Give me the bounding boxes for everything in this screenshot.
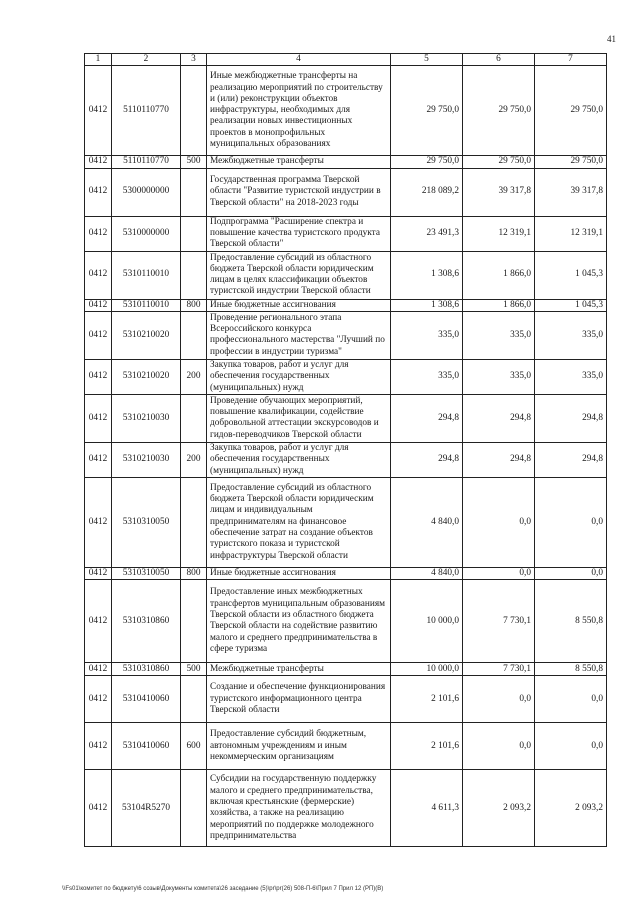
row-expense-type [181, 66, 207, 156]
column-header: 2 [112, 54, 181, 66]
row-target-code: 5310310860 [112, 580, 181, 663]
row-amount-2020: 29 750,0 [535, 66, 607, 156]
row-expense-type: 800 [181, 299, 207, 311]
row-amount-2020: 1 045,3 [535, 251, 607, 299]
row-description: Иные бюджетные ассигнования [207, 299, 391, 311]
row-amount-2020: 12 319,1 [535, 216, 607, 251]
table-row [85, 156, 607, 168]
row-target-code: 5310410060 [112, 723, 181, 770]
row-description: Проведение регионального этапа Всероссийского конкурса профессионального мастерства "Лучший по профессии в индустрии туризма" [207, 311, 391, 359]
row-amount-2019: 1 866,0 [463, 251, 535, 299]
row-expense-type: 200 [181, 442, 207, 477]
row-section-code: 0412 [85, 251, 112, 299]
row-amount-2020: 335,0 [535, 311, 607, 359]
column-header: 5 [391, 54, 463, 66]
row-target-code: 5310210020 [112, 311, 181, 359]
row-section-code: 0412 [85, 442, 112, 477]
row-description: Закупка товаров, работ и услуг для обеспечения государственных (муниципальных) нужд [207, 359, 391, 394]
row-expense-type [181, 251, 207, 299]
row-amount-2020: 294,8 [535, 442, 607, 477]
row-amount-2018: 335,0 [391, 359, 463, 394]
row-amount-2018: 29 750,0 [391, 66, 463, 156]
row-amount-2020: 2 093,2 [535, 770, 607, 847]
row-target-code: 5110110770 [112, 156, 181, 168]
row-expense-type [181, 311, 207, 359]
row-amount-2019: 2 093,2 [463, 770, 535, 847]
row-expense-type: 500 [181, 663, 207, 676]
row-description: Предоставление иных межбюджетных трансфертов муниципальным образованиям Тверской области из областного бюджета Тверской области на содействие развитию малого и среднего предпринимательства в сфере туризма [207, 580, 391, 663]
row-amount-2018: 23 491,3 [391, 216, 463, 251]
row-amount-2018: 294,8 [391, 394, 463, 442]
row-amount-2020: 294,8 [535, 394, 607, 442]
table-row [85, 311, 607, 359]
table-row [85, 770, 607, 847]
table-row [85, 676, 607, 723]
row-target-code: 5310110010 [112, 251, 181, 299]
column-number-row [85, 54, 607, 66]
row-section-code: 0412 [85, 216, 112, 251]
row-expense-type [181, 477, 207, 567]
table-row [85, 663, 607, 676]
table-row [85, 567, 607, 579]
row-amount-2019: 12 319,1 [463, 216, 535, 251]
row-amount-2019: 335,0 [463, 311, 535, 359]
row-amount-2019: 0,0 [463, 477, 535, 567]
row-section-code: 0412 [85, 66, 112, 156]
row-section-code: 0412 [85, 394, 112, 442]
row-section-code: 0412 [85, 168, 112, 216]
row-description: Иные бюджетные ассигнования [207, 567, 391, 579]
row-description: Закупка товаров, работ и услуг для обеспечения государственных (муниципальных) нужд [207, 442, 391, 477]
row-description: Государственная программа Тверской области "Развитие туристской индустрии в Тверской области" на 2018-2023 годы [207, 168, 391, 216]
row-target-code: 5310410060 [112, 676, 181, 723]
row-description: Предоставление субсидий из областного бюджета Тверской области юридическим лицам и индивидуальным предпринимателям на финансовое обеспечение затрат на создание объектов туристского показа и туристской инфраструктуры Тверской области [207, 477, 391, 567]
row-section-code: 0412 [85, 580, 112, 663]
row-amount-2018: 4 840,0 [391, 477, 463, 567]
row-amount-2019: 294,8 [463, 442, 535, 477]
row-amount-2018: 29 750,0 [391, 156, 463, 168]
row-target-code: 5310310050 [112, 477, 181, 567]
row-section-code: 0412 [85, 311, 112, 359]
row-target-code: 5310210030 [112, 442, 181, 477]
row-target-code: 53104R5270 [112, 770, 181, 847]
row-amount-2020: 1 045,3 [535, 299, 607, 311]
row-section-code: 0412 [85, 663, 112, 676]
row-amount-2018: 10 000,0 [391, 663, 463, 676]
row-amount-2018: 1 308,6 [391, 251, 463, 299]
row-description: Межбюджетные трансферты [207, 663, 391, 676]
row-amount-2019: 39 317,8 [463, 168, 535, 216]
row-section-code: 0412 [85, 359, 112, 394]
row-amount-2020: 8 550,8 [535, 663, 607, 676]
column-header: 6 [463, 54, 535, 66]
row-target-code: 5110110770 [112, 66, 181, 156]
row-expense-type: 500 [181, 156, 207, 168]
budget-table [84, 53, 607, 847]
row-amount-2019: 1 866,0 [463, 299, 535, 311]
row-expense-type [181, 580, 207, 663]
table-row [85, 477, 607, 567]
row-expense-type [181, 394, 207, 442]
row-description: Межбюджетные трансферты [207, 156, 391, 168]
row-expense-type [181, 216, 207, 251]
row-amount-2018: 294,8 [391, 442, 463, 477]
file-path-footer: \\Fs01\комитет по бюджету\6 созыв\Документы комитета\26 заседание (5)\pr\pr(26) 508-П-6\Прил 7 Прил 12 (РП)(В) [62, 886, 384, 892]
table-row [85, 251, 607, 299]
table-row [85, 216, 607, 251]
row-amount-2020: 39 317,8 [535, 168, 607, 216]
row-description: Субсидии на государственную поддержку малого и среднего предпринимательства, включая крестьянские (фермерские) хозяйства, а также на реализацию мероприятий по поддержке молодежного предпринимательства [207, 770, 391, 847]
row-expense-type: 600 [181, 723, 207, 770]
row-amount-2020: 335,0 [535, 359, 607, 394]
column-header: 7 [535, 54, 607, 66]
row-section-code: 0412 [85, 567, 112, 579]
column-header: 4 [207, 54, 391, 66]
table-row [85, 66, 607, 156]
row-amount-2020: 8 550,8 [535, 580, 607, 663]
table-row [85, 394, 607, 442]
row-section-code: 0412 [85, 299, 112, 311]
row-amount-2018: 2 101,6 [391, 723, 463, 770]
table-row [85, 359, 607, 394]
row-amount-2018: 218 089,2 [391, 168, 463, 216]
row-expense-type [181, 676, 207, 723]
page-number: 41 [607, 34, 616, 44]
row-target-code: 5310210030 [112, 394, 181, 442]
row-amount-2018: 1 308,6 [391, 299, 463, 311]
row-amount-2019: 7 730,1 [463, 663, 535, 676]
row-target-code: 5310000000 [112, 216, 181, 251]
row-amount-2019: 0,0 [463, 676, 535, 723]
row-description: Создание и обеспечение функционирования туристского информационного центра Тверской области [207, 676, 391, 723]
table-row [85, 442, 607, 477]
row-amount-2018: 2 101,6 [391, 676, 463, 723]
row-description: Проведение обучающих мероприятий, повышение квалификации, содействие добровольной аттестации экскурсоводов и гидов-переводчиков Тверской области [207, 394, 391, 442]
row-description: Предоставление субсидий бюджетным, автономным учреждениям и иным некоммерческим организациям [207, 723, 391, 770]
row-amount-2018: 4 840,0 [391, 567, 463, 579]
row-amount-2018: 335,0 [391, 311, 463, 359]
row-target-code: 5310210020 [112, 359, 181, 394]
row-section-code: 0412 [85, 770, 112, 847]
table-row [85, 723, 607, 770]
row-section-code: 0412 [85, 723, 112, 770]
row-amount-2019: 29 750,0 [463, 66, 535, 156]
row-amount-2020: 0,0 [535, 477, 607, 567]
column-header: 3 [181, 54, 207, 66]
row-target-code: 5310310860 [112, 663, 181, 676]
row-expense-type [181, 770, 207, 847]
row-amount-2019: 335,0 [463, 359, 535, 394]
row-amount-2019: 29 750,0 [463, 156, 535, 168]
row-amount-2018: 10 000,0 [391, 580, 463, 663]
row-amount-2020: 0,0 [535, 567, 607, 579]
row-amount-2019: 0,0 [463, 567, 535, 579]
row-expense-type: 200 [181, 359, 207, 394]
row-section-code: 0412 [85, 477, 112, 567]
row-target-code: 5310110010 [112, 299, 181, 311]
row-amount-2020: 0,0 [535, 723, 607, 770]
row-amount-2020: 29 750,0 [535, 156, 607, 168]
row-description: Подпрограмма "Расширение спектра и повышение качества туристского продукта Тверской области" [207, 216, 391, 251]
row-section-code: 0412 [85, 156, 112, 168]
row-section-code: 0412 [85, 676, 112, 723]
row-amount-2018: 4 611,3 [391, 770, 463, 847]
row-amount-2020: 0,0 [535, 676, 607, 723]
table-row [85, 168, 607, 216]
row-expense-type [181, 168, 207, 216]
column-header: 1 [85, 54, 112, 66]
row-expense-type: 800 [181, 567, 207, 579]
row-amount-2019: 294,8 [463, 394, 535, 442]
row-target-code: 5300000000 [112, 168, 181, 216]
row-target-code: 5310310050 [112, 567, 181, 579]
table-row [85, 299, 607, 311]
row-description: Иные межбюджетные трансферты на реализацию мероприятий по строительству и (или) реконструкции объектов инфраструктуры, необходимых для реализации новых инвестиционных проектов в монопрофильных муниципальных образованиях [207, 66, 391, 156]
row-description: Предоставление субсидий из областного бюджета Тверской области юридическим лицам в целях классификации объектов туристской индустрии Тверской области [207, 251, 391, 299]
table-row [85, 580, 607, 663]
row-amount-2019: 0,0 [463, 723, 535, 770]
row-amount-2019: 7 730,1 [463, 580, 535, 663]
